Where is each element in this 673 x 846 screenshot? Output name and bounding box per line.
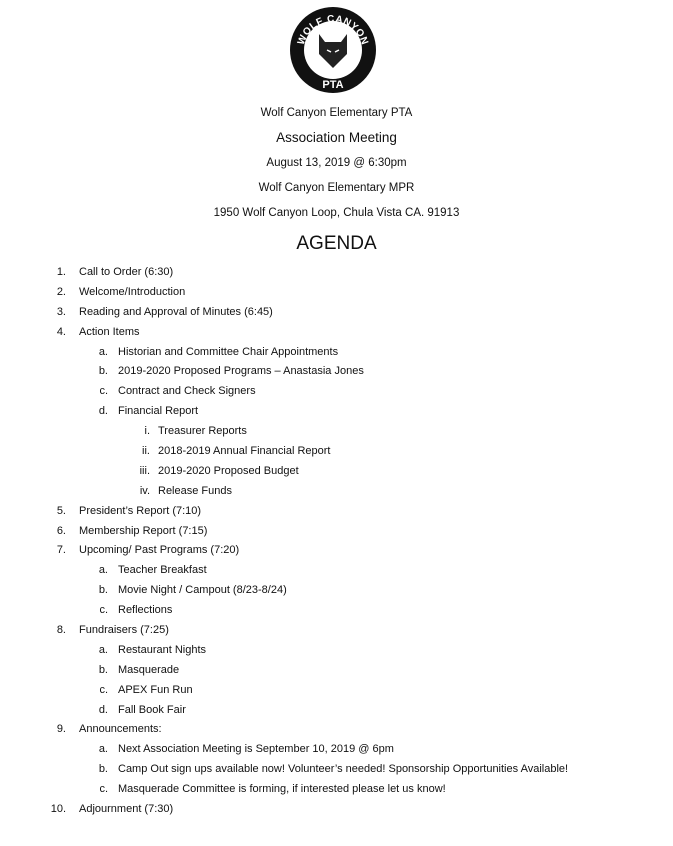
agenda-item bbox=[0, 700, 673, 720]
agenda-item bbox=[0, 401, 673, 421]
item-marker: b. bbox=[98, 663, 108, 676]
item-text: APEX Fun Run bbox=[118, 683, 193, 696]
agenda-item bbox=[0, 620, 673, 640]
item-marker: c. bbox=[99, 604, 108, 617]
item-marker: 6. bbox=[56, 524, 66, 537]
meeting-title: Association Meeting bbox=[276, 130, 397, 145]
item-text: Call to Order (6:30) bbox=[79, 266, 174, 278]
item-text: Fall Book Fair bbox=[118, 703, 186, 716]
item-text: Welcome/Introduction bbox=[79, 285, 186, 298]
agenda-item bbox=[0, 799, 673, 819]
item-text: Contract and Check Signers bbox=[118, 385, 256, 398]
meeting-date: August 13, 2019 @ 6:30pm bbox=[266, 157, 407, 169]
agenda-item bbox=[0, 640, 673, 660]
item-marker: c. bbox=[99, 385, 108, 398]
item-marker: i. bbox=[144, 425, 150, 438]
item-text: President’s Report (7:10) bbox=[79, 504, 202, 517]
item-text: Reflections bbox=[118, 604, 173, 617]
item-text: Masquerade bbox=[118, 663, 180, 676]
item-text: Fundraisers (7:25) bbox=[79, 624, 169, 637]
item-marker: 10. bbox=[50, 803, 66, 816]
item-marker: ii. bbox=[142, 445, 150, 458]
item-text: Reading and Approval of Minutes (6:45) bbox=[79, 305, 273, 318]
agenda-item bbox=[0, 461, 673, 481]
agenda-item bbox=[0, 600, 673, 620]
agenda-item bbox=[0, 441, 673, 461]
agenda-item bbox=[0, 779, 673, 799]
agenda-item bbox=[0, 361, 673, 381]
item-marker: 3. bbox=[56, 305, 66, 318]
item-text: Camp Out sign ups available now! Volunteer’s needed! Sponsorship Opportunities Available! bbox=[118, 763, 569, 776]
item-marker: d. bbox=[98, 703, 108, 716]
agenda-item bbox=[0, 322, 673, 342]
item-marker: 8. bbox=[56, 624, 66, 637]
item-marker: a. bbox=[98, 564, 108, 577]
item-text: Financial Report bbox=[118, 405, 199, 418]
item-marker: c. bbox=[99, 683, 108, 696]
item-text: Membership Report (7:15) bbox=[79, 524, 208, 537]
item-marker: d. bbox=[98, 405, 108, 418]
wolf-canyon-pta-logo bbox=[289, 6, 377, 94]
item-marker: c. bbox=[99, 783, 108, 796]
agenda-item bbox=[0, 560, 673, 580]
agenda-item bbox=[0, 739, 673, 759]
item-text: 2019-2020 Proposed Programs – Anastasia Jones bbox=[118, 365, 364, 378]
agenda-item bbox=[0, 660, 673, 680]
item-text: Upcoming/ Past Programs (7:20) bbox=[79, 544, 240, 557]
item-text: Restaurant Nights bbox=[118, 643, 207, 656]
item-marker: iii. bbox=[139, 464, 150, 477]
item-text: Masquerade Committee is forming, if interested please let us know! bbox=[118, 783, 446, 796]
item-text: 2019-2020 Proposed Budget bbox=[158, 464, 299, 477]
agenda-item bbox=[0, 381, 673, 401]
agenda-item bbox=[0, 540, 673, 560]
item-marker: 4. bbox=[56, 325, 66, 338]
item-text: Historian and Committee Chair Appointments bbox=[118, 345, 339, 358]
agenda-item bbox=[0, 759, 673, 779]
agenda-item bbox=[0, 282, 673, 302]
org-name: Wolf Canyon Elementary PTA bbox=[260, 107, 413, 119]
agenda-item bbox=[0, 501, 673, 521]
agenda-item bbox=[0, 680, 673, 700]
item-marker: b. bbox=[98, 584, 108, 597]
svg-text:PTA: PTA bbox=[322, 79, 344, 91]
item-marker: 2. bbox=[56, 285, 66, 298]
agenda-item bbox=[0, 719, 673, 739]
item-text: Treasurer Reports bbox=[158, 425, 247, 438]
item-marker: 9. bbox=[56, 723, 66, 736]
item-marker: iv. bbox=[139, 484, 150, 497]
item-text: 2018-2019 Annual Financial Report bbox=[158, 445, 331, 458]
item-text: Release Funds bbox=[158, 484, 232, 497]
item-text: Action Items bbox=[79, 325, 140, 338]
agenda-item bbox=[0, 521, 673, 541]
item-marker: 5. bbox=[56, 504, 66, 517]
agenda-list bbox=[0, 262, 673, 819]
item-marker: 1. bbox=[56, 266, 66, 278]
agenda-item bbox=[0, 262, 673, 282]
meeting-location: Wolf Canyon Elementary MPR bbox=[258, 182, 415, 194]
agenda-item bbox=[0, 421, 673, 441]
agenda-item bbox=[0, 580, 673, 600]
item-text: Announcements: bbox=[79, 723, 162, 736]
item-marker: a. bbox=[98, 743, 108, 756]
meeting-address: 1950 Wolf Canyon Loop, Chula Vista CA. 91913 bbox=[213, 207, 460, 219]
agenda-item bbox=[0, 302, 673, 322]
agenda-item bbox=[0, 481, 673, 501]
item-text: Teacher Breakfast bbox=[118, 564, 207, 577]
svg-text:WOLF CANYON: WOLF CANYON bbox=[295, 13, 371, 47]
item-text: Next Association Meeting is September 10, 2019 @ 6pm bbox=[118, 743, 394, 756]
item-marker: a. bbox=[98, 643, 108, 656]
item-text: Movie Night / Campout (8/23-8/24) bbox=[118, 584, 287, 597]
agenda-title: AGENDA bbox=[296, 233, 377, 254]
item-marker: a. bbox=[98, 345, 108, 358]
agenda-item bbox=[0, 342, 673, 362]
item-marker: 7. bbox=[56, 544, 66, 557]
item-marker: b. bbox=[98, 763, 108, 776]
item-marker: b. bbox=[98, 365, 108, 378]
item-text: Adjournment (7:30) bbox=[79, 803, 174, 816]
